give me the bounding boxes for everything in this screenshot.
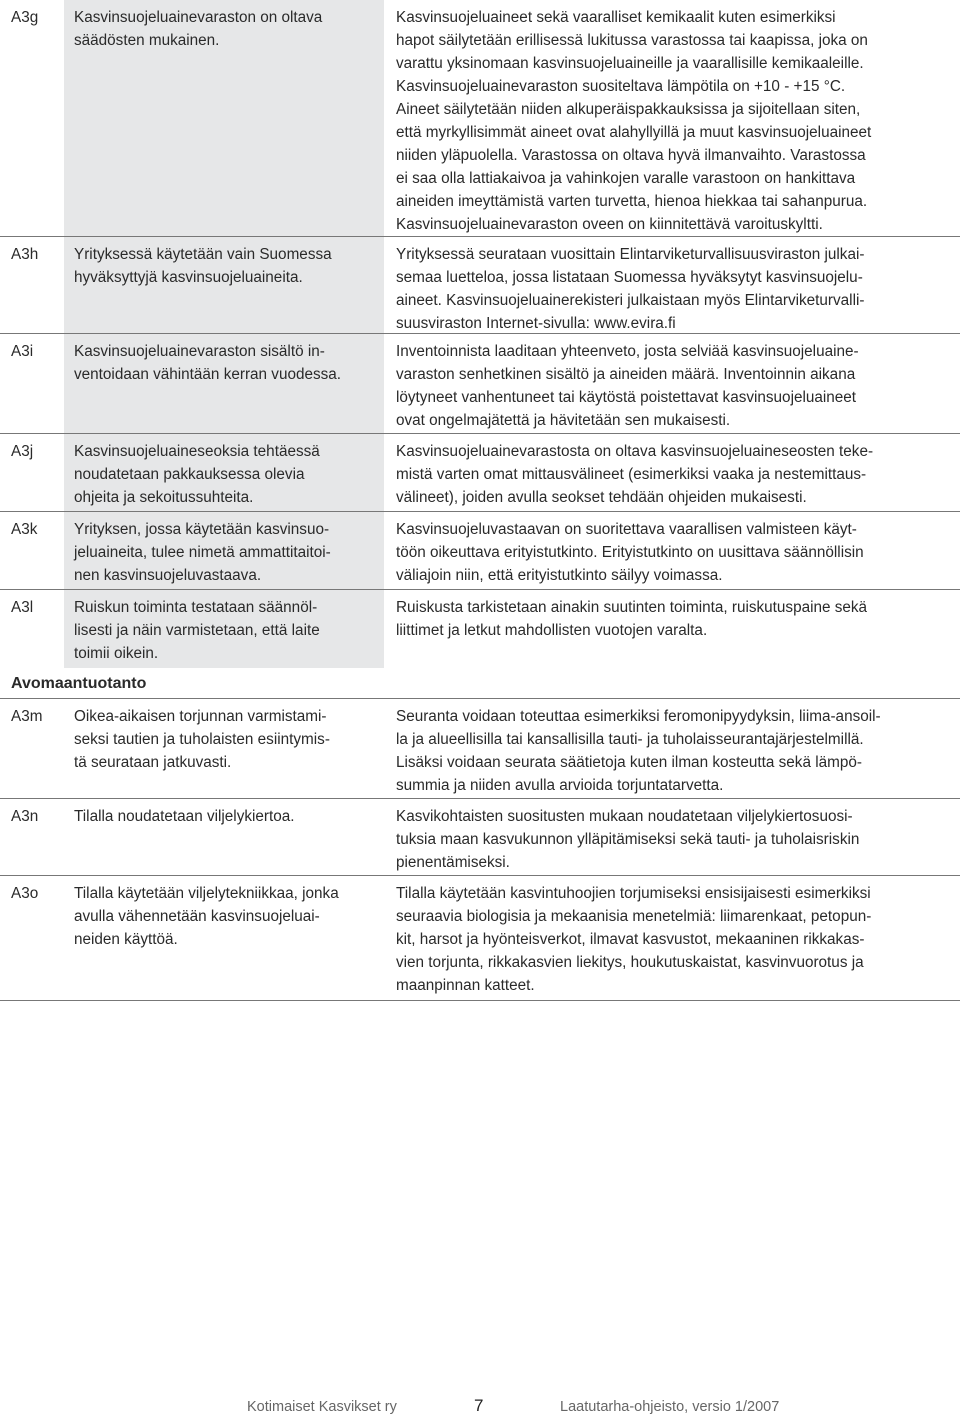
- requirement-text: hyväksyttyjä kasvinsuojeluaineita.: [74, 269, 303, 286]
- requirement-text: Yrityksen, jossa käytetään kasvinsuo-: [74, 521, 330, 538]
- requirement-cell: [64, 512, 384, 589]
- guidance-cell: [396, 705, 952, 797]
- guidance-cell: [396, 340, 952, 432]
- requirement-text: Oikea-aikaisen torjunnan varmistami-: [74, 708, 327, 725]
- requirement-text: seksi tautien ja tuholaisten esiintymis-: [74, 731, 330, 748]
- requirement-cell: [64, 699, 384, 798]
- guidance-text: kit, harsot ja hyönteisverkot, ilmavat kasvustot, mekaaninen rikkakas-: [396, 931, 865, 948]
- row-id: A3h: [11, 246, 39, 263]
- guidance-text: summia ja niiden avulla arvioida torjuntatarvetta.: [396, 777, 724, 794]
- guidance-text: välineet), joiden avulla seokset tehdään ohjeiden mukaisesti.: [396, 489, 807, 506]
- guidance-text: Inventoinnista laaditaan yhteenveto, josta selviää kasvinsuojeluaine-: [396, 343, 859, 360]
- guidance-text: Ruiskusta tarkistetaan ainakin suutinten toiminta, ruiskutuspaine sekä: [396, 599, 868, 616]
- requirement-text: Kasvinsuojeluainevaraston on oltava: [74, 9, 323, 26]
- requirement-text: jeluaineita, tulee nimetä ammattitaitoi-: [74, 544, 331, 561]
- guidance-text: hapot säilytetään erillisessä lukitussa varastossa tai kaapissa, joka on: [396, 32, 868, 49]
- requirement-text: Tilalla käytetään viljelytekniikkaa, jonka: [74, 885, 339, 902]
- guidance-text: Kasvinsuojeluainevaraston oveen on kiinnitettävä varoituskyltti.: [396, 216, 823, 233]
- requirement-cell: [64, 434, 384, 511]
- guidance-text: Tilalla käytetään kasvintuhoojien torjumiseksi ensisijaisesti esimerkiksi: [396, 885, 871, 902]
- footer-organization: Kotimaiset Kasvikset ry: [247, 1399, 397, 1415]
- row-id: A3l: [11, 599, 34, 616]
- guidance-text: Aineet säilytetään niiden alkuperäispakkauksissa ja sijoitellaan siten,: [396, 101, 861, 118]
- guidance-text: maanpinnan katteet.: [396, 977, 535, 994]
- requirement-text: ventoidaan vähintään kerran vuodessa.: [74, 366, 342, 383]
- guidance-text: seuraavia biologisia ja mekaanisia menetelmiä: liimarenkaat, petopun-: [396, 908, 872, 925]
- guidance-text: pienentämiseksi.: [396, 854, 510, 871]
- guidance-cell: [396, 518, 952, 587]
- requirement-cell: [64, 334, 384, 433]
- page-number: 7: [474, 1396, 484, 1415]
- requirement-cell: [64, 590, 384, 668]
- table-row: [0, 512, 960, 589]
- guidance-text: aineet. Kasvinsuojeluainerekisteri julkaistaan myös Elintarviketurvalli-: [396, 292, 865, 309]
- requirement-cell: [64, 799, 384, 875]
- guidance-text: tuksia maan kasvukunnon ylläpitämiseksi sekä tauti- ja tuholaisriskin: [396, 831, 860, 848]
- guidance-text: liittimet ja letkut mahdollisten vuotojen varalta.: [396, 622, 708, 639]
- requirement-text: lisesti ja näin varmistetaan, että laite: [74, 622, 320, 639]
- footer-document: Laatutarha-ohjeisto, versio 1/2007: [560, 1399, 780, 1415]
- row-id: A3o: [11, 885, 39, 902]
- requirement-text: toimii oikein.: [74, 645, 159, 662]
- guidance-cell: [396, 243, 952, 335]
- table-row: [0, 699, 960, 798]
- table-row: [0, 590, 960, 668]
- guidance-text: Lisäksi voidaan seurata säätietoja kuten ilman kosteutta sekä lämpö-: [396, 754, 862, 771]
- guidance-text: aineiden imeyttämistä varten turvetta, hienoa hiekkaa tai sahanpurua.: [396, 193, 868, 210]
- requirement-text: säädösten mukainen.: [74, 32, 220, 49]
- guidance-text: Seuranta voidaan toteuttaa esimerkiksi feromonipyydyksin, liima-ansoil-: [396, 708, 881, 725]
- requirement-text: tä seurataan jatkuvasti.: [74, 754, 232, 771]
- requirement-text: Kasvinsuojeluaineseoksia tehtäessä: [74, 443, 320, 460]
- guidance-text: vien torjunta, rikkakasvien liekitys, houkutuskaistat, kasvinvuorotus ja: [396, 954, 864, 971]
- guidance-text: ovat ongelmajätettä ja hävitetään sen mukaisesti.: [396, 412, 731, 429]
- guidance-cell: [396, 882, 952, 997]
- guidance-text: Yrityksessä seurataan vuosittain Elintarviketurvallisuusviraston julkai-: [396, 246, 865, 263]
- guidance-text: löytyneet vanhentuneet tai käytöstä poistettavat kasvinsuojeluaineet: [396, 389, 857, 406]
- table-row: [0, 876, 960, 1000]
- section-title: Avomaantuotanto: [11, 675, 147, 692]
- guidance-text: Kasvinsuojeluaineet sekä vaaralliset kemikaalit kuten esimerkiksi: [396, 9, 836, 26]
- guidance-text: suusviraston Internet-sivulla: www.evira.fi: [396, 315, 676, 332]
- requirement-cell: [64, 237, 384, 333]
- requirement-text: Yrityksessä käytetään vain Suomessa: [74, 246, 332, 263]
- guidance-text: Kasvinsuojeluvastaavan on suoritettava vaarallisen valmisteen käyt-: [396, 521, 857, 538]
- guidance-cell: [396, 596, 952, 642]
- guidance-text: Kasvinsuojeluainevaraston suositeltava lämpötila on +10 - +15 °C.: [396, 78, 846, 95]
- row-id: A3m: [11, 708, 43, 725]
- requirement-text: noudatetaan pakkauksessa olevia: [74, 466, 305, 483]
- requirement-cell: [64, 876, 384, 1000]
- requirement-text: Ruiskun toiminta testataan säännöl-: [74, 599, 318, 616]
- guidance-text: la ja alueellisilla tai kansallisilla tauti- ja tuholaisseurantajärjestelmillä.: [396, 731, 864, 748]
- table-row: [0, 434, 960, 511]
- requirement-text: Kasvinsuojeluainevaraston sisältö in-: [74, 343, 325, 360]
- guidance-text: mistä varten omat mittausvälineet (esimerkiksi vaaka ja nestemittaus-: [396, 466, 867, 483]
- guidance-text: ei saa olla lattiakaivoa ja vahinkojen varalle varastoon on hankittava: [396, 170, 856, 187]
- table-row: [0, 237, 960, 333]
- guidance-text: varaston senhetkinen sisältö ja aineiden määrä. Inventoinnin aikana: [396, 366, 856, 383]
- row-divider: [0, 1000, 960, 1001]
- guidance-text: Kasvikohtaisten suositusten mukaan noudatetaan viljelykiertosuosi-: [396, 808, 853, 825]
- row-id: A3k: [11, 521, 38, 538]
- guidance-cell: [396, 440, 952, 509]
- guidance-cell: [396, 6, 952, 236]
- row-id: A3n: [11, 808, 39, 825]
- guidance-cell: [396, 805, 952, 874]
- row-id: A3g: [11, 9, 39, 26]
- guidance-text: varattu yksinomaan kasvinsuojeluaineille ja vaarallisille kemikaaleille.: [396, 55, 864, 72]
- table-row: [0, 334, 960, 433]
- requirement-text: avulla vähennetään kasvinsuojeluai-: [74, 908, 320, 925]
- guidance-text: että myrkyllisimmät aineet ovat alahyllyillä ja muut kasvinsuojeluaineet: [396, 124, 872, 141]
- guidance-text: töön oikeuttava erityistutkinto. Erityistutkinto on uusittava säännöllisin: [396, 544, 864, 561]
- requirement-cell: [64, 0, 384, 236]
- requirement-text: ohjeita ja sekoitussuhteita.: [74, 489, 254, 506]
- row-id: A3j: [11, 443, 34, 460]
- table-row: [0, 799, 960, 875]
- table-row: [0, 0, 960, 236]
- requirement-text: Tilalla noudatetaan viljelykiertoa.: [74, 808, 295, 825]
- row-id: A3i: [11, 343, 34, 360]
- guidance-text: väliajoin niin, että erityistutkinto säilyy voimassa.: [396, 567, 723, 584]
- requirement-text: nen kasvinsuojeluvastaava.: [74, 567, 262, 584]
- guidance-text: niiden yläpuolella. Varastossa on oltava hyvä ilmanvaihto. Varastossa: [396, 147, 866, 164]
- guidance-text: semaa luetteloa, jossa listataan Suomessa hyväksytyt kasvinsuojelu-: [396, 269, 863, 286]
- requirement-text: neiden käyttöä.: [74, 931, 178, 948]
- guidance-text: Kasvinsuojeluainevarastosta on oltava kasvinsuojeluaineseosten teke-: [396, 443, 874, 460]
